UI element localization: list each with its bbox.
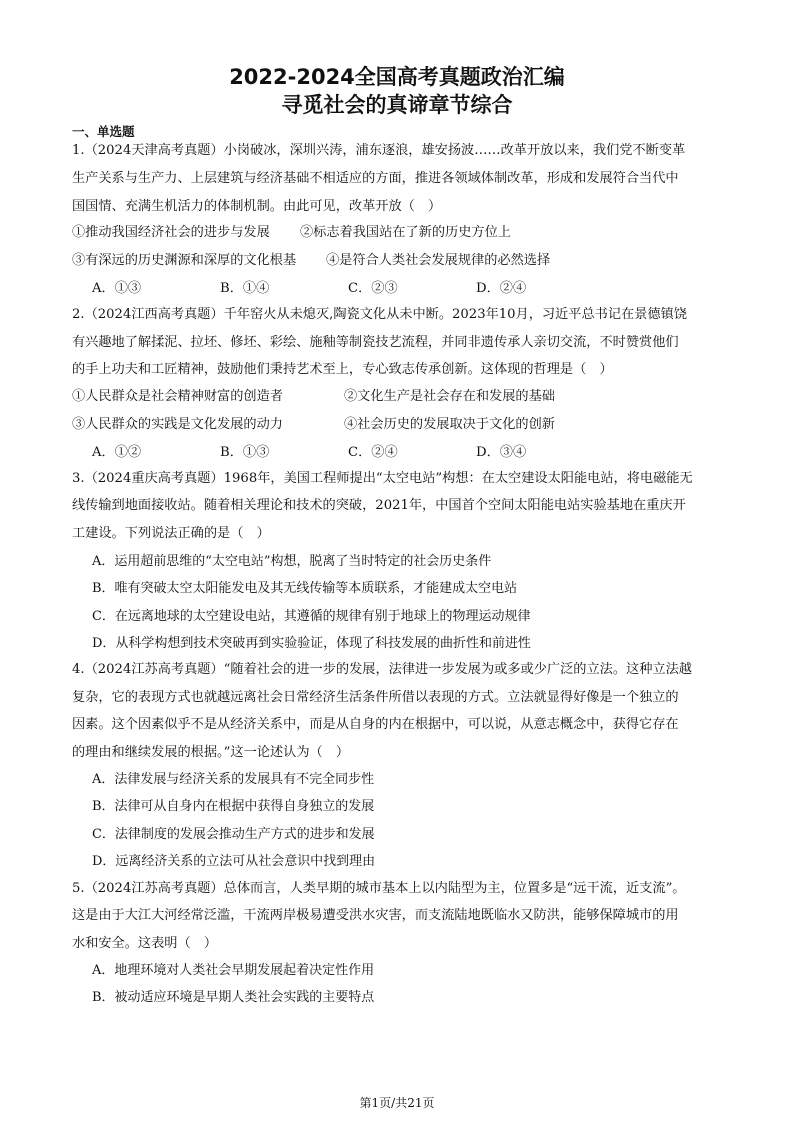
- answer-option-b: B．被动适应环境是早期人类社会实践的主要特点: [92, 990, 375, 1005]
- answer-option-d: D．远离经济关系的立法可从社会意识中找到理由: [92, 854, 376, 869]
- answer-option-a: A．①③: [92, 281, 142, 296]
- question-stem-line: 的理由和继续发展的根据。”这一论述认为（ ）: [72, 745, 350, 760]
- answer-option-c: C．法律制度的发展会推动生产方式的进步和发展: [92, 827, 375, 842]
- question-stem-line: 水和安全。这表明（ ）: [72, 936, 218, 951]
- answer-option-b: B．唯有突破太空太阳能发电及其无线传输等本质联系，才能建成太空电站: [92, 581, 518, 596]
- page-number-footer: 第1页/共21页: [359, 1096, 435, 1110]
- question-stem-line: 5.（2024江苏高考真题）总体而言，人类早期的城市基本上以内陆型为主，位置多是“远干流，近支流”。: [72, 881, 686, 896]
- answer-option-d: D．③④: [476, 445, 527, 460]
- question-stem-line: 有兴趣地了解揉泥、拉坯、修坯、彩绘、施釉等制瓷技艺流程，并同非遗传承人亲切交流，不时赞赏他们: [72, 335, 679, 350]
- question-stem-line: 因素。这个因素似乎不是从经济关系中，而是从自身的内在根据中，可以说，从意志概念中，获得它存在: [72, 717, 679, 732]
- answer-option-d: D．从科学构想到技术突破再到实验验证，体现了科技发展的曲折性和前进性: [92, 636, 531, 651]
- answer-option-c: C．②③: [348, 281, 398, 296]
- document-title: 2022-2024全国高考真题政治汇编: [229, 65, 565, 89]
- answer-option-a: A．地理环境对人类社会早期发展起着决定性作用: [92, 963, 375, 978]
- statement-item: ①推动我国经济社会的进步与发展: [72, 225, 270, 240]
- question-stem-line: 线传输到地面接收站。随着相关理论和技术的突破，2021年，中国首个空间太阳能电站实验基地在重庆开: [72, 498, 686, 513]
- answer-option-b: B．①③: [220, 445, 270, 460]
- answer-option-c: C．在远离地球的太空建设电站，其遵循的规律有别于地球上的物理运动规律: [92, 609, 531, 624]
- question-stem-line: 国国情、充满生机活力的体制机制。由此可见，改革开放（ ）: [72, 199, 442, 214]
- statement-item: ②文化生产是社会存在和发展的基础: [344, 389, 555, 404]
- answer-option-b: B．法律可从自身内在根据中获得自身独立的发展: [92, 799, 375, 814]
- answer-option-a: A．法律发展与经济关系的发展具有不完全同步性: [92, 772, 375, 787]
- question-stem-line: 1.（2024天津高考真题）小岗破冰，深圳兴涛，浦东逐浪，雄安扬波……改革开放以来，我们党不断变革: [72, 143, 686, 158]
- answer-option-d: D．②④: [476, 281, 527, 296]
- question-stem-line: 工建设。下列说法正确的是（ ）: [72, 526, 270, 541]
- statement-item: ③人民群众的实践是文化发展的动力: [72, 417, 283, 432]
- answer-option-a: A．运用超前思维的“太空电站”构想，脱离了当时特定的社会历史条件: [92, 554, 492, 569]
- question-stem-line: 2.（2024江西高考真题）千年窑火从未熄灭,陶瓷文化从未中断。2023年10月，习近平总书记在景德镇饶: [72, 307, 687, 322]
- statement-item: ②标志着我国站在了新的历史方位上: [300, 225, 511, 240]
- answer-option-c: C．②④: [348, 445, 398, 460]
- section-heading: 一、单选题: [72, 124, 135, 139]
- question-stem-line: 4.（2024江苏高考真题）“随着社会的进一步的发展，法律进一步发展为或多或少广泛的立法。这种立法越: [72, 662, 692, 677]
- statement-item: ④社会历史的发展取决于文化的创新: [344, 417, 555, 432]
- question-stem-line: 3.（2024重庆高考真题）1968年，美国工程师提出“太空电站”构想：在太空建设太阳能电站，将电磁能无: [72, 471, 693, 486]
- question-stem-line: 的手上功夫和工匠精神，鼓励他们秉持艺术至上，专心致志传承创新。这体现的哲理是（ ）: [72, 362, 613, 377]
- statement-item: ③有深远的历史渊源和深厚的文化根基: [72, 253, 297, 268]
- statement-item: ①人民群众是社会精神财富的创造者: [72, 389, 283, 404]
- answer-option-b: B．①④: [220, 281, 270, 296]
- question-stem-line: 这是由于大江大河经常泛滥，干流两岸极易遭受洪水灾害，而支流陆地既临水又防洪，能够保障城市的用: [72, 908, 679, 923]
- document-subtitle: 寻觅社会的真谛章节综合: [281, 93, 513, 117]
- statement-item: ④是符合人类社会发展规律的必然选择: [326, 253, 551, 268]
- answer-option-a: A．①②: [92, 445, 142, 460]
- question-stem-line: 生产关系与生产力、上层建筑与经济基础不相适应的方面，推进各领域体制改革，形成和发展符合当代中: [72, 171, 679, 186]
- question-stem-line: 复杂，它的表现方式也就越远离社会日常经济生活条件所借以表现的方式。立法就显得好像是一个独立的: [72, 690, 679, 705]
